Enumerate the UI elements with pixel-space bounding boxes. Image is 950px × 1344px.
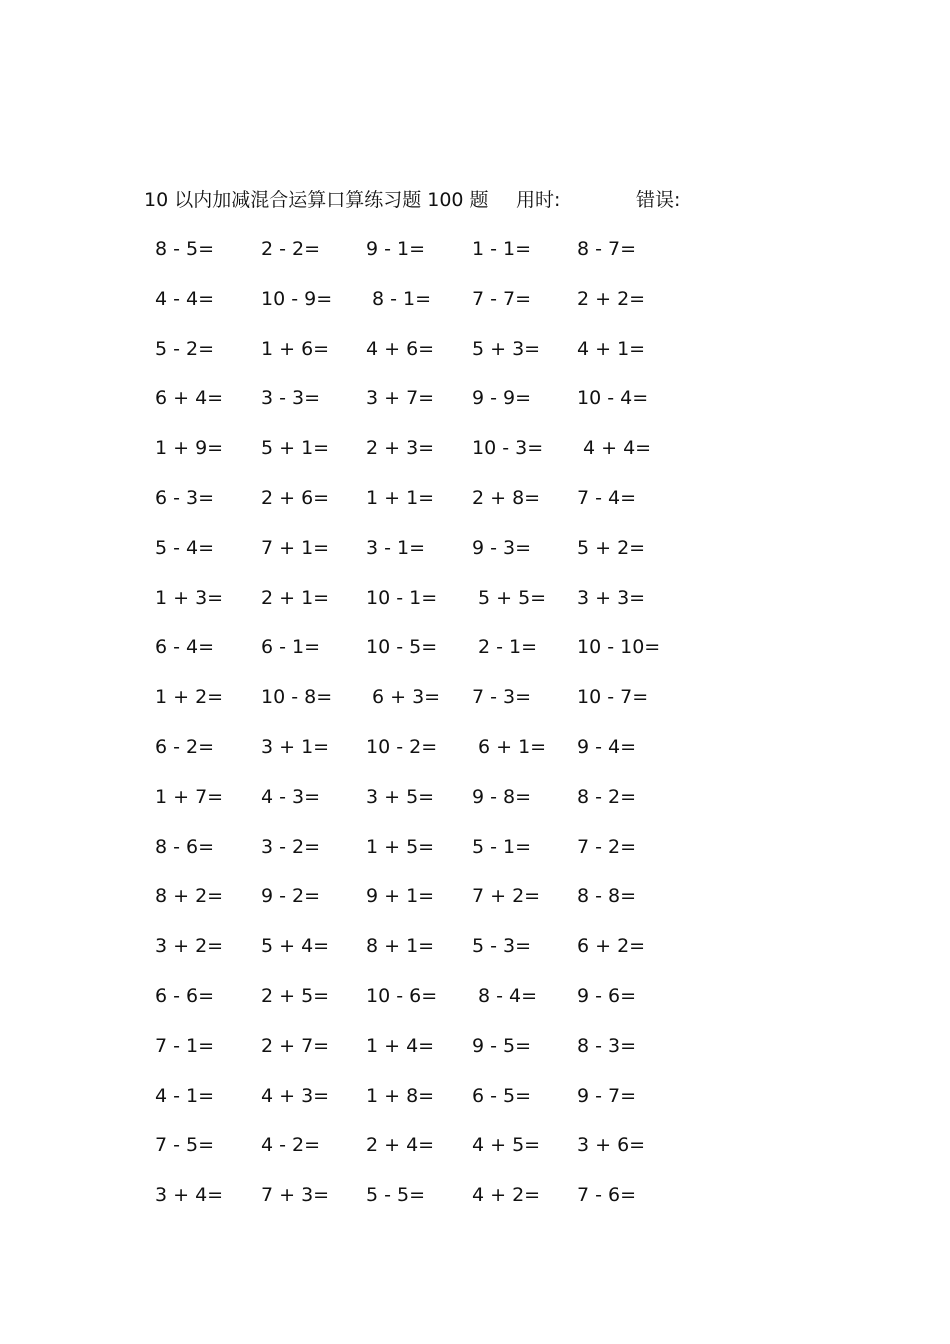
arithmetic-problem: 7 - 7= xyxy=(472,287,532,310)
arithmetic-problem: 8 - 3= xyxy=(577,1034,637,1057)
arithmetic-problem: 2 + 4= xyxy=(366,1134,435,1157)
arithmetic-problem: 2 + 5= xyxy=(261,984,330,1007)
arithmetic-problem: 3 + 2= xyxy=(155,935,224,958)
arithmetic-problem: 10 - 10= xyxy=(577,636,661,659)
arithmetic-problem: 4 - 2= xyxy=(261,1134,321,1157)
arithmetic-problem: 1 + 8= xyxy=(366,1084,435,1107)
arithmetic-problem: 9 - 7= xyxy=(577,1084,637,1107)
problem-row xyxy=(0,383,950,433)
problem-row xyxy=(0,1180,950,1230)
arithmetic-problem: 6 - 4= xyxy=(155,636,215,659)
arithmetic-problem: 3 + 5= xyxy=(366,785,435,808)
arithmetic-problem: 4 + 3= xyxy=(261,1084,330,1107)
arithmetic-problem: 4 + 5= xyxy=(472,1134,541,1157)
arithmetic-problem: 6 + 2= xyxy=(577,935,646,958)
arithmetic-problem: 4 + 1= xyxy=(577,337,646,360)
arithmetic-problem: 1 + 9= xyxy=(155,437,224,460)
problem-row xyxy=(0,632,950,682)
arithmetic-problem: 3 - 2= xyxy=(261,835,321,858)
arithmetic-problem: 7 - 1= xyxy=(155,1034,215,1057)
arithmetic-problem: 7 - 5= xyxy=(155,1134,215,1157)
arithmetic-problem: 3 - 3= xyxy=(261,387,321,410)
arithmetic-problem: 10 - 6= xyxy=(366,984,438,1007)
problem-row xyxy=(0,1081,950,1131)
arithmetic-problem: 8 - 5= xyxy=(155,238,215,260)
arithmetic-problem: 5 + 1= xyxy=(261,437,330,460)
arithmetic-problem: 5 + 2= xyxy=(577,536,646,559)
arithmetic-problem: 9 - 3= xyxy=(472,536,532,559)
problem-row xyxy=(0,832,950,882)
arithmetic-problem: 6 - 1= xyxy=(261,636,321,659)
arithmetic-problem: 2 + 3= xyxy=(366,437,435,460)
arithmetic-problem: 1 + 3= xyxy=(155,586,224,609)
arithmetic-problem: 6 + 3= xyxy=(372,686,441,709)
arithmetic-problem: 1 + 4= xyxy=(366,1034,435,1057)
problem-row xyxy=(0,782,950,832)
arithmetic-problem: 10 - 4= xyxy=(577,387,649,410)
problem-grid xyxy=(0,234,950,1230)
arithmetic-problem: 9 - 8= xyxy=(472,785,532,808)
arithmetic-problem: 4 + 2= xyxy=(472,1184,541,1207)
problem-row xyxy=(0,334,950,384)
problem-row xyxy=(0,1031,950,1081)
problem-row xyxy=(0,881,950,931)
arithmetic-problem: 8 - 7= xyxy=(577,238,637,260)
arithmetic-problem: 6 - 3= xyxy=(155,486,215,509)
arithmetic-problem: 5 - 2= xyxy=(155,337,215,360)
arithmetic-problem: 1 + 7= xyxy=(155,785,224,808)
arithmetic-problem: 2 - 2= xyxy=(261,238,321,260)
arithmetic-problem: 10 - 1= xyxy=(366,586,438,609)
arithmetic-problem: 9 - 1= xyxy=(366,238,426,260)
arithmetic-problem: 9 + 1= xyxy=(366,885,435,908)
arithmetic-problem: 2 + 1= xyxy=(261,586,330,609)
problem-row xyxy=(0,1130,950,1180)
arithmetic-problem: 8 + 2= xyxy=(155,885,224,908)
arithmetic-problem: 2 + 6= xyxy=(261,486,330,509)
arithmetic-problem: 5 - 1= xyxy=(472,835,532,858)
problem-row xyxy=(0,732,950,782)
arithmetic-problem: 7 - 6= xyxy=(577,1184,637,1207)
problem-row xyxy=(0,284,950,334)
arithmetic-problem: 8 + 1= xyxy=(366,935,435,958)
arithmetic-problem: 2 + 7= xyxy=(261,1034,330,1057)
arithmetic-problem: 8 - 8= xyxy=(577,885,637,908)
arithmetic-problem: 5 + 3= xyxy=(472,337,541,360)
arithmetic-problem: 2 + 2= xyxy=(577,287,646,310)
arithmetic-problem: 10 - 9= xyxy=(261,287,333,310)
arithmetic-problem: 5 - 5= xyxy=(366,1184,426,1207)
arithmetic-problem: 4 - 4= xyxy=(155,287,215,310)
arithmetic-problem: 8 - 1= xyxy=(372,287,432,310)
arithmetic-problem: 8 - 4= xyxy=(478,984,538,1007)
problem-row xyxy=(0,981,950,1031)
arithmetic-problem: 3 + 4= xyxy=(155,1184,224,1207)
arithmetic-problem: 6 - 2= xyxy=(155,735,215,758)
arithmetic-problem: 5 + 5= xyxy=(478,586,547,609)
arithmetic-problem: 7 - 4= xyxy=(577,486,637,509)
problem-row xyxy=(0,583,950,633)
worksheet-title: 10 以内加减混合运算口算练习题 100 题 xyxy=(144,189,489,211)
errors-label: 错误: xyxy=(636,189,681,211)
arithmetic-problem: 2 - 1= xyxy=(478,636,538,659)
arithmetic-problem: 3 + 1= xyxy=(261,735,330,758)
arithmetic-problem: 3 + 7= xyxy=(366,387,435,410)
arithmetic-problem: 6 - 5= xyxy=(472,1084,532,1107)
arithmetic-problem: 6 - 6= xyxy=(155,984,215,1007)
arithmetic-problem: 7 - 2= xyxy=(577,835,637,858)
arithmetic-problem: 7 + 1= xyxy=(261,536,330,559)
arithmetic-problem: 6 + 4= xyxy=(155,387,224,410)
arithmetic-problem: 1 + 5= xyxy=(366,835,435,858)
arithmetic-problem: 8 - 2= xyxy=(577,785,637,808)
arithmetic-problem: 6 + 1= xyxy=(478,735,547,758)
arithmetic-problem: 4 - 3= xyxy=(261,785,321,808)
arithmetic-problem: 4 + 4= xyxy=(583,437,652,460)
arithmetic-problem: 3 + 3= xyxy=(577,586,646,609)
arithmetic-problem: 10 - 8= xyxy=(261,686,333,709)
arithmetic-problem: 8 - 6= xyxy=(155,835,215,858)
arithmetic-problem: 1 + 6= xyxy=(261,337,330,360)
problem-row xyxy=(0,931,950,981)
arithmetic-problem: 9 - 5= xyxy=(472,1034,532,1057)
arithmetic-problem: 10 - 5= xyxy=(366,636,438,659)
arithmetic-problem: 5 - 4= xyxy=(155,536,215,559)
time-used-label: 用时: xyxy=(516,189,561,211)
arithmetic-problem: 3 - 1= xyxy=(366,536,426,559)
arithmetic-problem: 5 - 3= xyxy=(472,935,532,958)
arithmetic-problem: 1 - 1= xyxy=(472,238,532,260)
arithmetic-problem: 4 + 6= xyxy=(366,337,435,360)
arithmetic-problem: 7 - 3= xyxy=(472,686,532,709)
arithmetic-problem: 5 + 4= xyxy=(261,935,330,958)
arithmetic-problem: 7 + 2= xyxy=(472,885,541,908)
arithmetic-problem: 7 + 3= xyxy=(261,1184,330,1207)
problem-row xyxy=(0,682,950,732)
problem-row xyxy=(0,234,950,284)
arithmetic-problem: 3 + 6= xyxy=(577,1134,646,1157)
arithmetic-problem: 4 - 1= xyxy=(155,1084,215,1107)
arithmetic-problem: 10 - 3= xyxy=(472,437,544,460)
problem-row xyxy=(0,483,950,533)
problem-row xyxy=(0,433,950,483)
arithmetic-problem: 9 - 9= xyxy=(472,387,532,410)
arithmetic-problem: 9 - 4= xyxy=(577,735,637,758)
arithmetic-problem: 1 + 2= xyxy=(155,686,224,709)
arithmetic-problem: 1 + 1= xyxy=(366,486,435,509)
arithmetic-problem: 9 - 2= xyxy=(261,885,321,908)
arithmetic-problem: 10 - 2= xyxy=(366,735,438,758)
arithmetic-problem: 2 + 8= xyxy=(472,486,541,509)
arithmetic-problem: 9 - 6= xyxy=(577,984,637,1007)
arithmetic-problem: 10 - 7= xyxy=(577,686,649,709)
problem-row xyxy=(0,533,950,583)
